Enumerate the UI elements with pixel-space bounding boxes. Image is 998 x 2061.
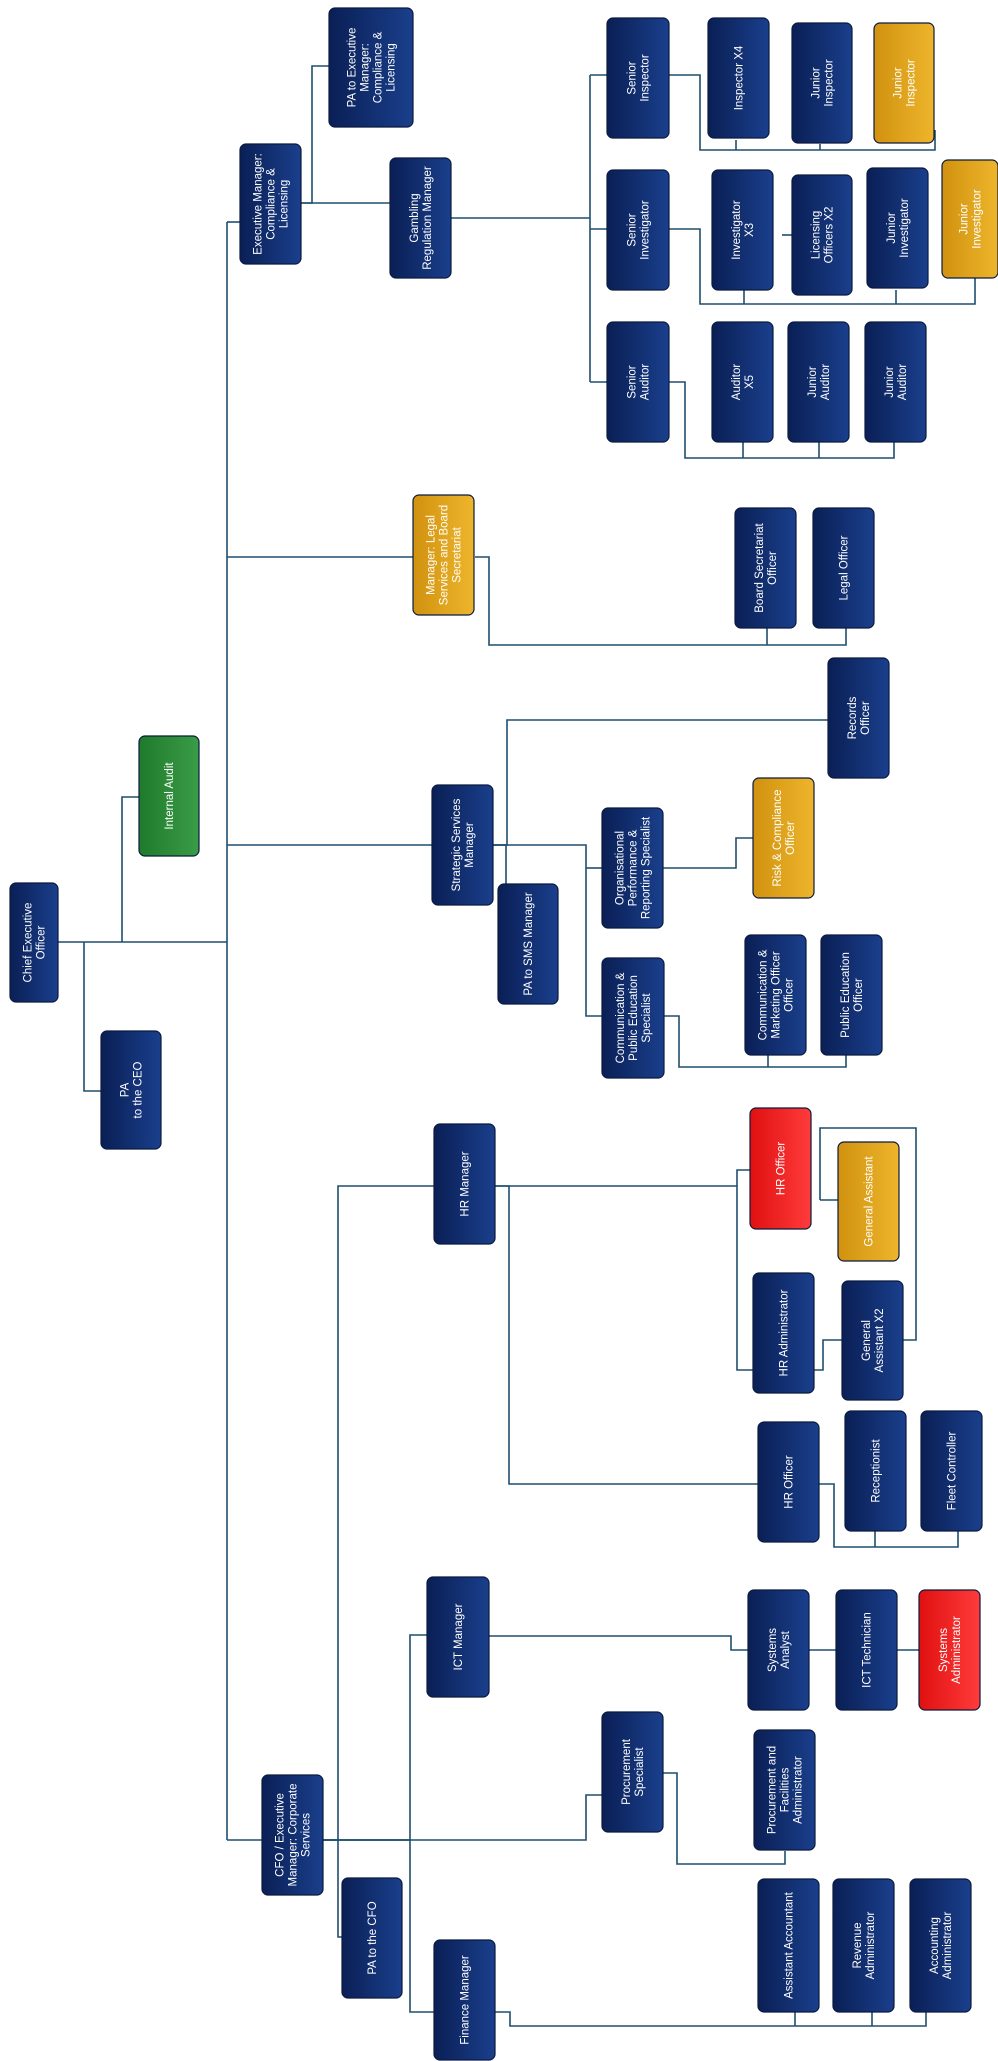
org-node-title-line: Inspector [905, 59, 918, 107]
org-node-title-line: HR Officer [775, 1141, 788, 1196]
org-node-title-line: CFO / Executive [274, 1793, 287, 1877]
org-node-title-line: Compliance & [265, 168, 278, 240]
org-node-exec-compliance [240, 144, 301, 264]
org-node-title-line: General [861, 1320, 873, 1361]
org-node-title-line: Legal Officer [838, 535, 851, 601]
org-node-title-line: Accounting [929, 1917, 941, 1974]
org-node-title [847, 696, 872, 739]
org-node-title-line: PA to Executive [346, 27, 359, 108]
org-node-title-line: Junior [807, 366, 819, 398]
org-node-title [615, 816, 653, 919]
org-node-title-line: Senior [626, 213, 639, 247]
org-node-title-line: Officer [35, 925, 48, 960]
org-node-title-line: Auditor [897, 363, 909, 401]
org-node-accounting-admin [910, 1879, 971, 2012]
org-node-title-line: Procurement and [766, 1745, 779, 1835]
org-node-title-line: Administrator [792, 1756, 805, 1824]
org-node-title-line: Reporting Specialist [640, 816, 653, 920]
org-node-inspector-x4 [708, 18, 769, 138]
org-node-title-line: General Assistant [863, 1156, 876, 1247]
org-node-title [767, 1628, 792, 1672]
org-node-title [627, 364, 652, 401]
org-node-junior-inspector-2 [874, 23, 934, 143]
connector [489, 1636, 748, 1650]
org-node-mgr-legal [413, 495, 474, 615]
org-node-title-line: Finance Manager [459, 1955, 472, 2045]
connector [122, 797, 140, 942]
org-node-title-line: Assistant X2 [874, 1308, 886, 1373]
org-node-title-line: Officer [767, 551, 779, 585]
org-node-title-line: ICT Manager [453, 1603, 465, 1671]
org-node-title [807, 364, 832, 401]
org-node-title [947, 1432, 959, 1511]
connector [495, 1186, 753, 1370]
org-node-junior-investigator-1 [867, 168, 928, 288]
org-node-title-line: Executive Manager: [252, 153, 265, 255]
org-node-title [453, 1603, 465, 1670]
org-node-senior-inspector [607, 18, 669, 138]
org-node-title-line: Assistant Accountant [783, 1892, 796, 1999]
org-node-title-line: Secretariat [451, 527, 464, 583]
org-node-pa-exec-compliance [329, 8, 413, 127]
org-node-title-line: Receptionist [870, 1439, 883, 1503]
org-node-title [621, 1738, 646, 1805]
org-node-title-line: Manager: [359, 43, 372, 92]
org-node-title-line: Performance & [627, 829, 640, 907]
org-node-pa-ceo [101, 1031, 161, 1149]
org-node-title-line: to the CEO [132, 1061, 145, 1119]
org-node-title-line: Communication & [615, 972, 627, 1064]
org-node-title-line: Internal Audit [164, 762, 176, 830]
org-node-receptionist [845, 1411, 906, 1531]
org-node-title-line: Manager [464, 822, 476, 868]
org-node-title-line: Inspector [639, 54, 652, 102]
org-node-title-line: Specialist [634, 1747, 646, 1797]
org-node-hr-admin [753, 1273, 814, 1393]
org-node-procurement-facilities [754, 1730, 815, 1850]
org-node-senior-auditor [607, 322, 669, 442]
org-node-title [784, 1891, 796, 1999]
org-node-title-line: Officer [785, 821, 797, 855]
org-node-title-line: Records [847, 696, 859, 740]
org-node-title-line: Strategic Services [451, 798, 463, 892]
org-node-title-line: Administrator [951, 1616, 963, 1684]
org-node-general-assistant-x2 [842, 1281, 903, 1400]
org-node-hr-manager [434, 1124, 495, 1244]
org-node-title [929, 1911, 954, 1979]
org-node-title-line: Revenue [852, 1922, 864, 1969]
org-node-records-officer [828, 658, 889, 778]
org-node-title-line: Junior [892, 67, 905, 99]
org-node-title-line: Licensing [385, 43, 398, 92]
org-node-title-line: Systems [767, 1627, 779, 1673]
org-node-title-line: Officer [783, 978, 796, 1012]
org-node-title-line: Analyst [780, 1631, 792, 1669]
org-node-title [460, 1955, 472, 2045]
org-node-title-line: Specialist [641, 993, 653, 1043]
connector [84, 942, 103, 1091]
org-node-title-line: Administrator [865, 1911, 877, 1980]
org-node-title-line: Licensing [278, 179, 291, 229]
org-node-title-line: Junior [958, 203, 971, 235]
org-node-finance-manager [434, 1940, 495, 2060]
org-node-title-line: Manager: Legal [425, 515, 438, 595]
org-node-risk-compliance [753, 778, 814, 898]
org-node-systems-analyst [748, 1590, 809, 1710]
org-node-title-line: Public Education [628, 975, 640, 1061]
org-node-title-line: Investigator [731, 200, 743, 260]
org-node-title-line: Chief Executive [22, 902, 35, 983]
org-node-title-line: Investigator [971, 189, 984, 249]
org-node-title-line: Services and Board [438, 504, 451, 606]
org-node-title [460, 1151, 472, 1216]
org-node-title-line: Licensing [810, 210, 823, 260]
org-node-ceo [10, 883, 58, 1002]
org-node-title-line: Auditor [820, 363, 832, 401]
org-node-procurement-specialist [602, 1712, 663, 1832]
org-node-title-line: Junior [886, 212, 898, 244]
org-node-cfo [262, 1775, 323, 1895]
org-node-pa-cfo [342, 1878, 402, 1998]
org-node-title-line: Manager: Corporate [287, 1783, 300, 1887]
org-node-title-line: HR Administrator [778, 1289, 791, 1377]
connector [813, 1340, 842, 1370]
org-node-general-assistant [838, 1142, 899, 1261]
org-node-comm-pub-ed [602, 958, 664, 1078]
org-node-pa-sms [498, 884, 558, 1004]
org-node-title-line: PA [119, 1082, 132, 1098]
org-node-title-line: Public Education [840, 952, 852, 1038]
org-node-title [523, 892, 535, 996]
connector [323, 1186, 434, 1840]
org-node-title [862, 1612, 874, 1688]
org-node-hr-officer [758, 1422, 819, 1542]
org-node-title-line: Procurement [621, 1739, 633, 1805]
org-node-title-line: PA to the CFO [367, 1901, 379, 1975]
org-node-title-line: Junior [884, 366, 896, 398]
org-node-title-line: Compliance & [372, 31, 385, 104]
org-node-title [864, 1156, 876, 1247]
org-node-title-line: Services [300, 1812, 313, 1858]
org-node-revenue-admin [833, 1879, 894, 2012]
org-node-title [367, 1901, 379, 1974]
org-node-org-perf [602, 808, 663, 928]
org-node-title-line: Organisational [614, 830, 627, 906]
org-node-title-line: Senior [626, 365, 639, 399]
org-node-title-line: Inspector [823, 59, 836, 107]
org-node-junior-investigator-2 [942, 160, 998, 278]
org-node-title-line: Senior [626, 61, 639, 95]
org-node-title-line: Fleet Controller [946, 1431, 959, 1511]
org-node-title-line: Risk & Compliance [772, 789, 784, 887]
connector [493, 845, 506, 888]
org-node-licensing-officers [792, 175, 852, 295]
org-node-title [776, 1142, 788, 1196]
connector [495, 2012, 926, 2026]
org-node-ict-technician [836, 1590, 897, 1710]
org-node-title-line: Systems [938, 1627, 950, 1673]
org-node-junior-auditor-1 [788, 322, 849, 442]
org-node-title-line: Investigator [639, 200, 652, 260]
org-node-board-sec-officer [735, 508, 796, 628]
org-node-fleet-controller [921, 1411, 982, 1531]
connector [323, 1795, 602, 1840]
org-node-assistant-accountant [758, 1879, 819, 2012]
connector [663, 838, 753, 868]
org-node-title-line: Regulation Manager [422, 166, 434, 270]
org-node-title-line: Auditor [639, 363, 652, 401]
org-node-internal-audit [139, 736, 199, 856]
org-node-title [784, 1455, 796, 1509]
org-node-title-line: Investigator [899, 198, 911, 258]
org-node-title-line: PA to SMS Manager [523, 892, 535, 996]
org-node-pub-ed-officer [821, 935, 882, 1055]
org-node-title [871, 1439, 883, 1503]
org-node-ict-manager [427, 1577, 489, 1697]
org-node-systems-admin [919, 1590, 980, 1710]
org-node-title-line: Marketing Officer [770, 951, 783, 1039]
org-node-title-line: ICT Technician [861, 1612, 874, 1688]
connector [495, 1186, 758, 1484]
org-node-title [839, 535, 851, 600]
org-node-title-line: Communication & [757, 949, 770, 1041]
org-node-title-line: HR Manager [459, 1151, 472, 1217]
connector [668, 382, 894, 458]
org-node-title [811, 207, 836, 264]
org-node-title-line: Gambling [409, 193, 421, 243]
org-node-title-line: X5 [744, 374, 756, 390]
org-node-title [779, 1289, 791, 1376]
org-node-title-line: Officer [853, 978, 865, 1012]
org-node-legal-officer [813, 508, 874, 628]
org-node-title-line: Officer [860, 701, 872, 735]
org-node-title-line: Auditor [731, 363, 743, 401]
org-node-gambling-reg-mgr [390, 158, 451, 278]
org-node-title-line: Inspector X4 [733, 45, 746, 111]
org-node-title [884, 364, 909, 401]
connector [299, 66, 330, 203]
org-node-title-line: Officers X2 [823, 206, 836, 264]
org-node-auditor-x5 [712, 322, 773, 442]
org-node-junior-inspector-1 [792, 23, 852, 143]
org-node-title-line: Junior [810, 67, 823, 99]
org-node-title-line: HR Officer [783, 1455, 796, 1509]
org-node-strategic-mgr [432, 785, 493, 905]
org-node-title-line: Administrator [942, 1911, 954, 1980]
org-node-senior-investigator [607, 170, 669, 290]
org-node-title [734, 45, 746, 110]
org-node-title [164, 762, 176, 830]
org-node-title-line: Board Secretariat [754, 523, 766, 613]
org-node-hr-officer-red [750, 1108, 811, 1229]
org-node-junior-auditor-2 [865, 322, 926, 442]
org-node-title-line: X3 [744, 222, 756, 238]
org-node-comm-mkt-officer [745, 935, 806, 1055]
org-node-investigator-x3 [712, 170, 773, 290]
org-node-title-line: Facilities [779, 1767, 792, 1813]
connector [737, 1170, 750, 1186]
